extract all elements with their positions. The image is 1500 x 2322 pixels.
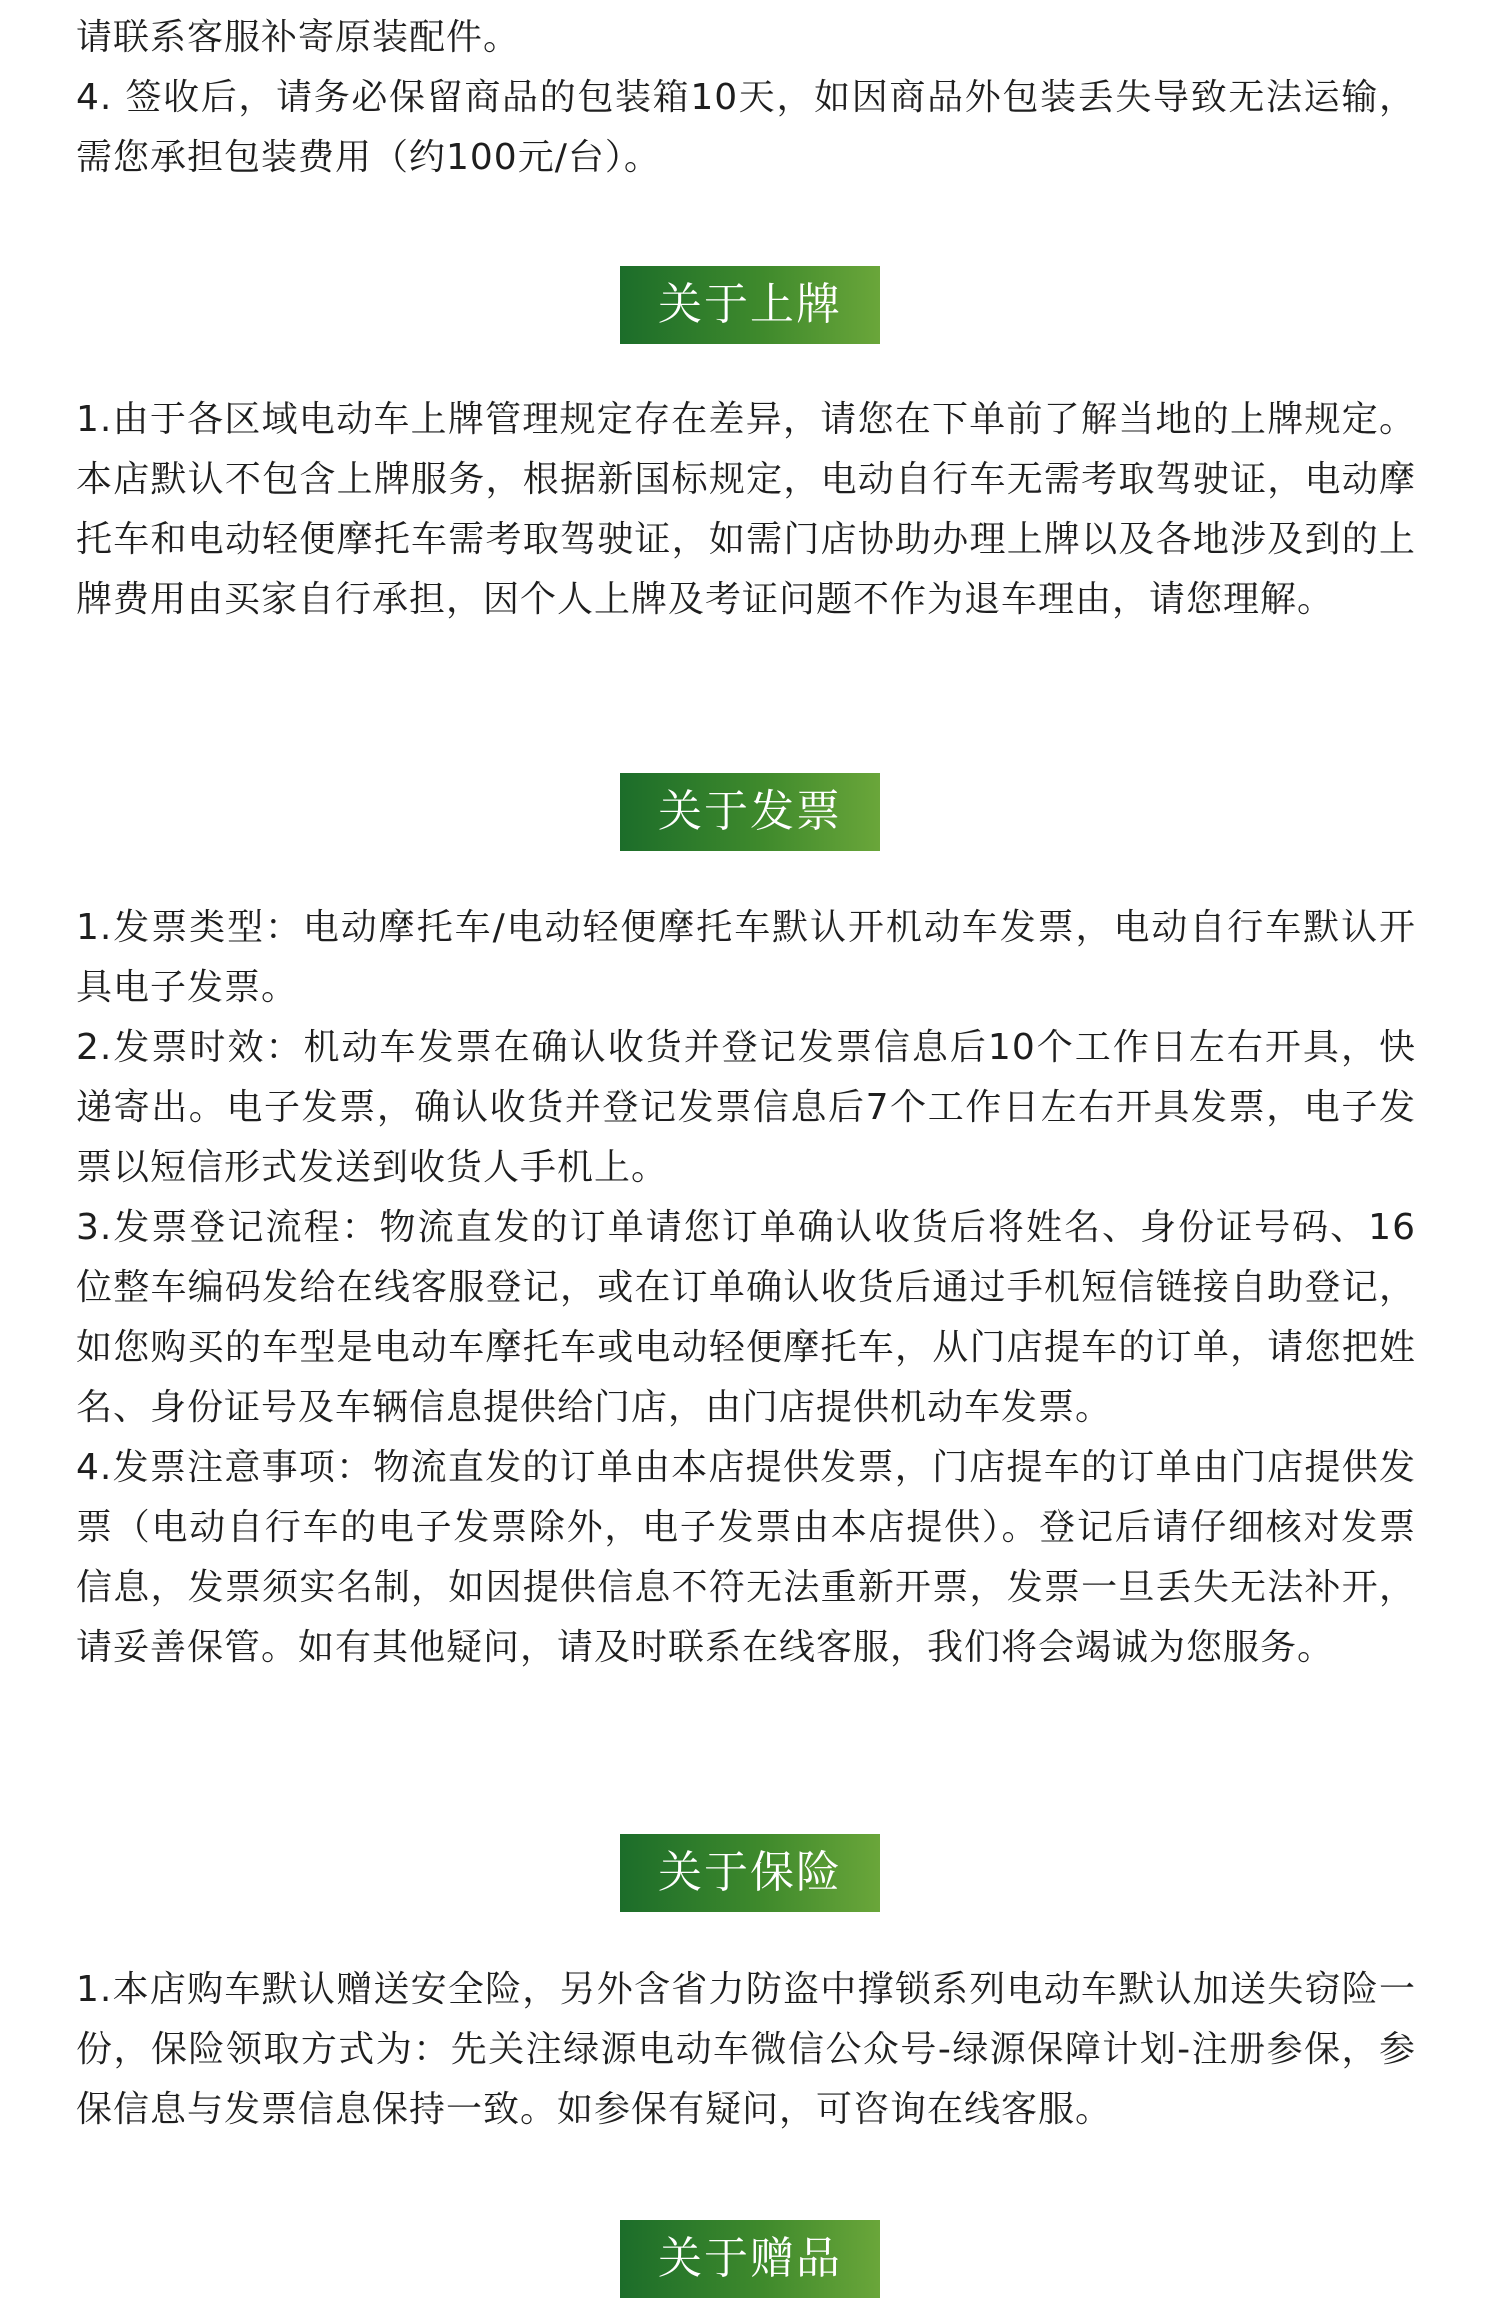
section-body-invoice: [76, 898, 1416, 1678]
section-heading-invoice: [0, 773, 1500, 851]
paragraph: 1.发票类型：电动摩托车/电动轻便摩托车默认开机动车发票，电动自行车默认开具电子发票。: [76, 907, 1416, 1008]
intro-line: 请联系客服补寄原装配件。: [76, 17, 521, 58]
section-title: 关于赠品: [620, 2220, 880, 2298]
section-title: 关于保险: [620, 1834, 880, 1912]
paragraph: 4.发票注意事项：物流直发的订单由本店提供发票，门店提车的订单由门店提供发票（电动自行车的电子发票除外，电子发票由本店提供）。登记后请仔细核对发票信息，发票须实名制，如因提供信息不符无法重新开票，发票一旦丢失无法补开，请妥善保管。如有其他疑问，请及时联系在线客服，我们将会竭诚为您服务。: [76, 1447, 1416, 1668]
section-body-registration: [76, 390, 1416, 630]
paragraph: 1.由于各区域电动车上牌管理规定存在差异，请您在下单前了解当地的上牌规定。本店默认不包含上牌服务，根据新国标规定，电动自行车无需考取驾驶证，电动摩托车和电动轻便摩托车需考取驾驶证，如需门店协助办理上牌以及各地涉及到的上牌费用由买家自行承担，因个人上牌及考证问题不作为退车理由，请您理解。: [76, 399, 1416, 620]
section-heading-insurance: [0, 1834, 1500, 1912]
paragraph: 2.发票时效：机动车发票在确认收货并登记发票信息后10个工作日左右开具，快递寄出。电子发票，确认收货并登记发票信息后7个工作日左右开具发票，电子发票以短信形式发送到收货人手机上。: [76, 1027, 1416, 1188]
section-heading-registration: [0, 266, 1500, 344]
section-title: 关于发票: [620, 773, 880, 851]
section-title: 关于上牌: [620, 266, 880, 344]
paragraph: 1.本店购车默认赠送安全险，另外含省力防盗中撑锁系列电动车默认加送失窃险一份，保险领取方式为：先关注绿源电动车微信公众号-绿源保障计划-注册参保，参保信息与发票信息保持一致。如参保有疑问，可咨询在线客服。: [76, 1969, 1416, 2130]
intro-line: 4. 签收后，请务必保留商品的包装箱10天，如因商品外包装丢失导致无法运输，需您承担包装费用（约100元/台）。: [76, 77, 1416, 178]
section-heading-gifts: [0, 2220, 1500, 2298]
paragraph: 3.发票登记流程：物流直发的订单请您订单确认收货后将姓名、身份证号码、16位整车编码发给在线客服登记，或在订单确认收货后通过手机短信链接自助登记，如您购买的车型是电动车摩托车或电动轻便摩托车，从门店提车的订单，请您把姓名、身份证号及车辆信息提供给门店，由门店提供机动车发票。: [76, 1207, 1416, 1428]
section-body-insurance: [76, 1960, 1416, 2140]
intro-text: [76, 8, 1416, 188]
